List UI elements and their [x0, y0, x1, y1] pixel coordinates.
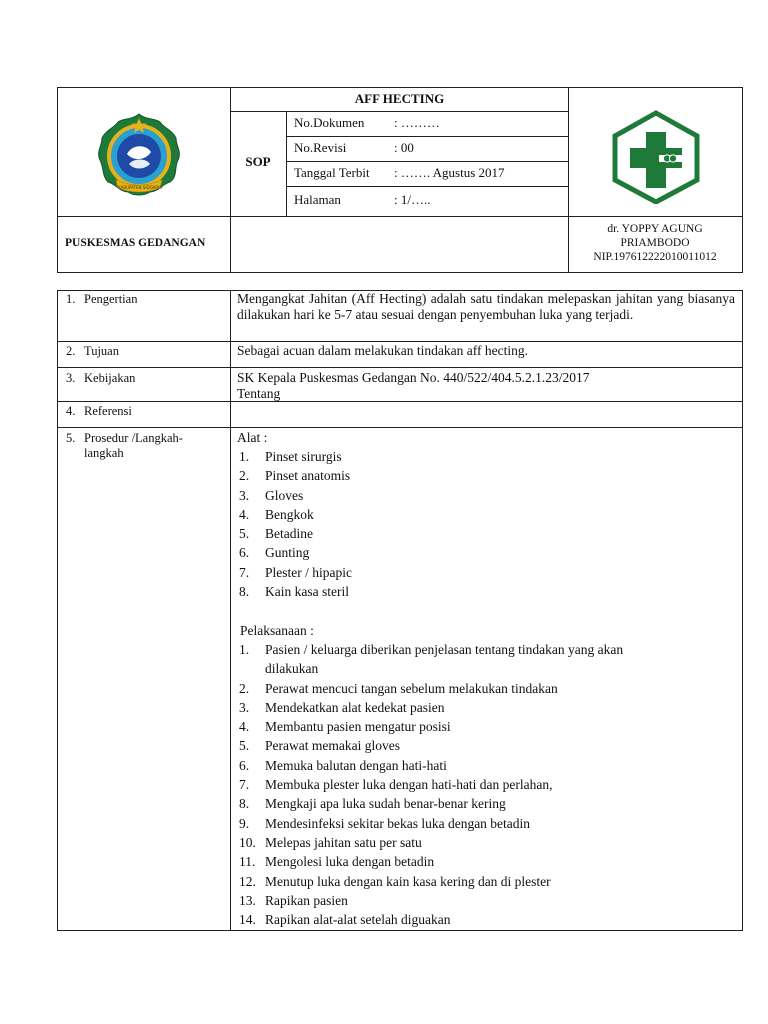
section-kebijakan-content-line2: Tentang — [237, 386, 281, 401]
pelaksanaan-title: Pelaksanaan : — [240, 623, 314, 638]
section-number: 2. — [66, 344, 76, 358]
list-item: 8. Mengkaji apa luka sudah benar-benar kering — [239, 796, 506, 812]
list-item: 12. Menutup luka dengan kain kasa kering dan di plester — [239, 873, 551, 889]
list-item: 7. Plester / hipapic — [239, 564, 352, 580]
list-item-continuation: dilakukan — [265, 661, 319, 677]
section-tujuan-label — [66, 344, 119, 359]
list-item: 14. Rapikan alat-alat setelah diguakan — [239, 912, 451, 928]
list-item: 2. Pinset anatomis — [239, 468, 351, 484]
section-number: 3. — [66, 371, 76, 385]
pelaksanaan-list — [239, 640, 623, 929]
section-label-cont: langkah — [84, 446, 124, 460]
list-item: 1. Pinset sirurgis — [239, 449, 342, 464]
list-item: 13. Rapikan pasien — [239, 892, 348, 908]
list-item: 1. Pasien / keluarga diberikan penjelasan tentang tindakan yang akan — [239, 642, 624, 657]
list-item: 10. Melepas jahitan satu per satu — [239, 834, 422, 850]
section-prosedur-label — [66, 431, 183, 461]
list-item: 6. Gunting — [239, 545, 310, 561]
section-kebijakan-content-line1: SK Kepala Puskesmas Gedangan No. 440/522/404.5.2.1.23/2017 — [237, 370, 590, 385]
section-kebijakan-label — [66, 371, 135, 386]
puskesmas-logo — [610, 110, 702, 204]
section-number: 5. — [66, 431, 76, 445]
list-item: 5. Betadine — [239, 526, 313, 542]
section-referensi-label — [66, 404, 132, 419]
list-item: 9. Mendesinfeksi sekitar bekas luka dengan betadin — [239, 815, 531, 831]
section-label: Tujuan — [84, 344, 119, 358]
list-item: 4. Bengkok — [239, 506, 314, 522]
sop-label: SOP — [245, 154, 271, 169]
section-label: Referensi — [84, 404, 132, 418]
list-item: 11. Mengolesi luka dengan betadin — [239, 854, 435, 870]
seal-ribbon-text: KABUPATEN SIDOARJO — [118, 185, 163, 190]
section-tujuan-content: Sebagai acuan dalam melakukan tindakan aff hecting. — [237, 343, 529, 358]
list-item: 3. Mendekatkan alat kedekat pasien — [239, 699, 445, 715]
list-item: 8. Kain kasa steril — [239, 584, 349, 600]
puskesmas-name: PUSKESMAS GEDANGAN — [65, 237, 206, 249]
list-item: 4. Membantu pasien mengatur posisi — [239, 719, 451, 735]
section-pengertian-content: Mengangkat Jahitan (Aff Hecting) adalah satu tindakan melepaskan jahitan yang biasanya dilakukan hari ke 5-7 atau sesuai dengan penyembuhan luka yang terjadi. — [237, 291, 735, 322]
meta-value-tanggal-terbit: : ……. Agustus 2017 — [394, 165, 505, 180]
document-title: AFF HECTING — [354, 91, 445, 106]
section-label: Pengertian — [84, 292, 138, 306]
section-label: Kebijakan — [84, 371, 136, 385]
section-number: 4. — [66, 404, 76, 418]
list-item: 3. Gloves — [239, 487, 304, 503]
meta-value-no-dokumen: : ……… — [394, 115, 440, 130]
meta-label-no-revisi: No.Revisi — [294, 140, 347, 155]
meta-value-halaman: : 1/….. — [394, 192, 431, 207]
section-pengertian-label — [66, 292, 137, 307]
section-label: Prosedur /Langkah- — [84, 431, 183, 445]
list-item: 7. Membuka plester luka dengan hati-hati dan perlahan, — [239, 777, 553, 793]
meta-label-halaman: Halaman — [294, 192, 341, 207]
alat-title: Alat : — [237, 430, 268, 445]
signatory-name-2: PRIAMBODO — [620, 237, 690, 249]
signatory-name: dr. YOPPY AGUNG — [607, 223, 703, 235]
alat-list — [239, 447, 352, 601]
section-number: 1. — [66, 292, 76, 306]
meta-label-tanggal-terbit: Tanggal Terbit — [294, 165, 370, 180]
meta-value-no-revisi: : 00 — [394, 140, 414, 155]
list-item: 5. Perawat memakai gloves — [239, 738, 400, 754]
list-item: 2. Perawat mencuci tangan sebelum melakukan tindakan — [239, 680, 558, 696]
meta-label-no-dokumen: No.Dokumen — [294, 115, 365, 130]
list-item: 6. Memuka balutan dengan hati-hati — [239, 757, 447, 773]
signatory-nip: NIP.197612222010011012 — [593, 251, 717, 263]
